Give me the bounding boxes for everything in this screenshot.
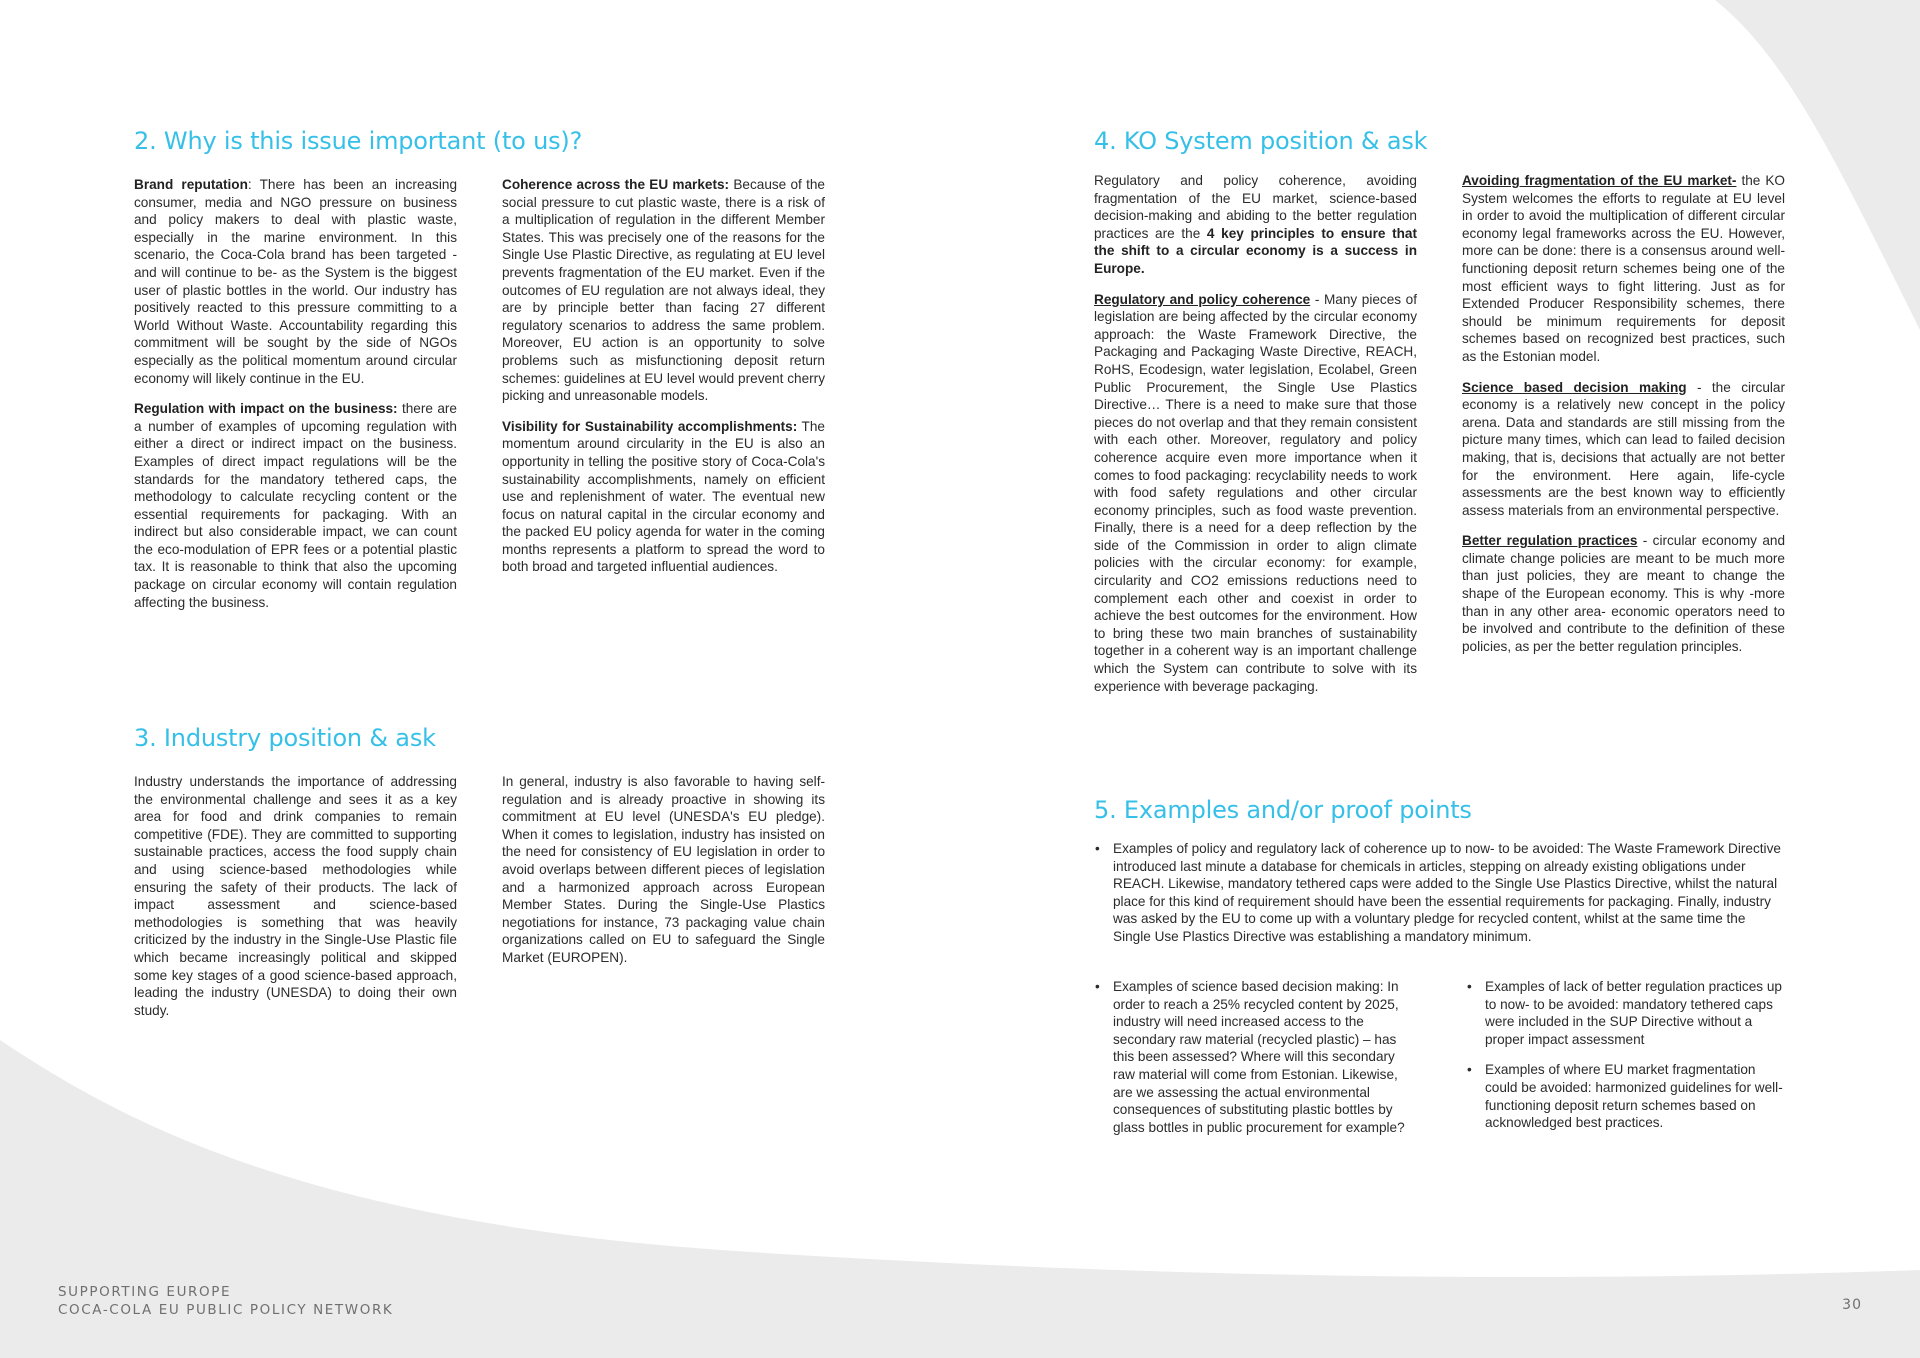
page-number: 30 [1842, 1297, 1862, 1313]
section-4-title: 4. KO System position & ask [1094, 127, 1428, 155]
section-2-column-1 [134, 176, 457, 624]
science-based-paragraph: Science based decision making - the circular economy is a relatively new concept in the policy arena. Data and standards are still missing from the picture many times, which can lead to failed decision making, that is, decisions that actually are not better for the environment. Here again, life-cycle assessments are the best known way to efficiently assess materials from an environmental perspective. [1462, 379, 1785, 518]
visibility-sustainability-paragraph: Visibility for Sustainability accomplishments: The momentum around circularity in the EU is also an opportunity in telling the positive story of Coca-Cola's sustainability accomplishments, namely on efficient use and replenishment of water. The eventual new focus on natural capital in the circular economy and the packed EU policy agenda for water in the coming months represents a platform to spread the word to both broad and targeted influential audiences. [502, 418, 825, 575]
avoid-fragmentation-heading: Avoiding fragmentation of the EU market- [1462, 173, 1737, 188]
brand-reputation-heading: Brand reputation [134, 177, 248, 192]
section-2-column-2 [502, 176, 825, 589]
list-item: • Examples of where EU market fragmentation could be avoided: harmonized guidelines for well-functioning deposit return schemes based on acknowledged best practices. [1466, 1061, 1785, 1131]
industry-position-paragraph-2: In general, industry is also favorable to having self-regulation and is already proactive in showing its commitment at EU level (UNESDA's EU pledge). When it comes to legislation, industry has insisted on the need for consistency of EU legislation in order to avoid overlaps between different pieces of legislation and a harmonized approach across European Member States. During the Single-Use Plastics negotiations for instance, 73 packaging value chain organizations called on EU to safeguard the Single Market (EUROPEN). [502, 774, 825, 965]
better-regulation-paragraph: Better regulation practices - circular economy and climate change policies are meant to be much more than just policies, they are meant to change the shape of the European economy. This is why -more than in any other area- economic operators need to be involved and contribute to the definition of these policies, as per the better regulation principles. [1462, 533, 1785, 654]
section-3-column-2 [502, 773, 825, 980]
policy-coherence-heading: Regulatory and policy coherence [1094, 291, 1311, 307]
regulation-impact-paragraph: Regulation with impact on the business: there are a number of examples of upcoming regulation with either a direct or indirect impact on the business. Examples of direct impact regulations will be the standards for the mandatory tethered caps, the methodology to calculate recycling content or the essential requirements for packaging. With an indirect but also considerable impact, we can count the eco-modulation of EPR fees or a potential plastic tax. It is reasonable to think that also the upcoming package on circular economy will contain regulation affecting the business. [134, 401, 457, 610]
section-5-left-bullets [1094, 978, 1417, 1149]
regulation-impact-heading: Regulation with impact on the business: [134, 401, 398, 417]
footer-line-1: SUPPORTING EUROPE [58, 1284, 232, 1300]
section-4-column-2 [1462, 172, 1785, 668]
section-5 [1094, 795, 1472, 825]
section-5-right-bullets [1466, 978, 1785, 1145]
section-4-column-1 [1094, 172, 1417, 708]
avoid-fragmentation-paragraph: Avoiding fragmentation of the EU market- the KO System welcomes the efforts to regulate at EU level in order to avoid the multiplication of different circular economy legal frameworks across the EU. However, more can be done: there is a consensus around well-functioning deposit return schemes being one of the most efficient ways to fight littering. Just as for Extended Producer Responsibility schemes, there should be minimum requirements for deposit schemes based on recognized best practices, such as the Estonian model. [1462, 173, 1785, 364]
coherence-eu-markets-heading: Coherence across the EU markets: [502, 177, 730, 192]
ko-principles-paragraph: Regulatory and policy coherence, avoiding fragmentation of the EU market, science-based decision-making and abiding to the better regulation practices are the 4 key principles to ensure that the shift to a circular economy is a success in Europe. [1094, 173, 1417, 276]
industry-position-paragraph-1: Industry understands the importance of addressing the environmental challenge and sees it as a key area for food and drink companies to remain competitive (FDE). They are committed to supporting sustainable practices, access the food supply chain and using science-based methodologies while ensuring the safety of their products. The lack of impact assessment and science-based methodologies is something that was heavily criticized by the industry in the Single-Use Plastic file which became increasingly political and skipped some key stages of a good science-based approach, leading the industry (UNESDA) to doing their own study. [134, 774, 457, 1018]
visibility-sustainability-heading: Visibility for Sustainability accomplishments: [502, 418, 798, 434]
list-item: • Examples of lack of better regulation practices up to now- to be avoided: mandatory tethered caps were included in the SUP Directive without a proper impact assessment [1466, 978, 1785, 1048]
coherence-eu-markets-paragraph: Coherence across the EU markets: Because of the social pressure to cut plastic waste, there is a risk of a multiplication of regulation in the different Member States. This was precisely one of the reasons for the Single Use Plastic Directive, as regulating at EU level prevents fragmentation of the EU market. Even if the outcomes of EU regulation are not always ideal, they are by principle better than facing 27 different regulatory scenarios to address the same problem. Moreover, EU action is an opportunity to solve problems such as misfunctioning deposit return schemes: guidelines at EU level would prevent cherry picking and unreasonable models. [502, 177, 825, 404]
brand-reputation-paragraph: Brand reputation: There has been an increasing consumer, media and NGO pressure on business and policy makers to deal with plastic waste, especially in the marine environment. In this scenario, the Coca-Cola brand has been targeted -and will continue to be- as the System is the biggest user of plastic bottles in the world. Our industry has positively reacted to this pressure committing to a World Without Waste. Accountability regarding this commitment will be sought by the side of NGOs especially as the political momentum around circular economy will likely continue in the EU. [134, 177, 457, 386]
policy-coherence-paragraph: Regulatory and policy coherence - Many pieces of legislation are being affected by the circular economy approach: the Waste Framework Directive, the Packaging and Packaging Waste Directive, REACH, RoHS, Ecodesign, water legislation, Ecolabel, Green Public Procurement, the Single Use Plastics Directive… There is a need to make sure that those pieces do not overlap and that they remain consistent with each other. Moreover, regulatory and policy coherence acquire even more importance when it comes to food packaging: recyclability needs to work with food safety regulations and other circular economy principles, such as food waste prevention. Finally, there is a need for a deep reflection by the side of the Commission in order to align climate policies with the circular economy: for example, circularity and CO2 emissions reductions need to complement each other and coexist in order to achieve the best outcomes for the environment. How to bring these two main branches of sustainability together in a coherent way is an important challenge which the System can contribute to solve with its experience with beverage packaging. [1094, 291, 1417, 694]
science-based-heading: Science based decision making [1462, 379, 1687, 395]
section-4 [1094, 126, 1427, 156]
section-2-title: 2. Why is this issue important (to us)? [134, 127, 583, 155]
list-item: • Examples of policy and regulatory lack of coherence up to now- to be avoided: The Waste Framework Directive introduced last minute a database for chemicals in articles, stepping on already existing obligations under REACH. Likewise, mandatory tethered caps were added to the Single Use Plastics Directive, whilst the natural place for this kind of requirement should have been the essential requirements for packaging. Finally, industry was asked by the EU to come up with a voluntary pledge for recycled content, whilst at the same time the Single Use Plastics Directive was establishing a mandatory minimum. [1094, 840, 1785, 946]
key-principles-bold: 4 key principles to ensure that the shift to a circular economy is a success in Europe. [1094, 225, 1417, 276]
footer-line-2: COCA-COLA EU PUBLIC POLICY NETWORK [58, 1302, 394, 1318]
section-2 [134, 126, 582, 156]
section-5-wide-bullets [1094, 840, 1785, 959]
list-item: • Examples of science based decision making: In order to reach a 25% recycled content by 2025, industry will need increased access to the secondary raw material (recycled plastic) – has this been assessed? Where will this secondary raw material will come from Estonian. Likewise, are we assessing the actual environmental consequences of substituting plastic bottles by glass bottles in public procurement for example? [1094, 978, 1417, 1136]
better-regulation-heading: Better regulation practices [1462, 533, 1638, 549]
section-5-title: 5. Examples and/or proof points [1094, 796, 1472, 824]
footer [58, 1283, 393, 1319]
section-3-column-1 [134, 773, 457, 1032]
section-3 [134, 723, 436, 753]
section-3-title: 3. Industry position & ask [134, 724, 436, 752]
